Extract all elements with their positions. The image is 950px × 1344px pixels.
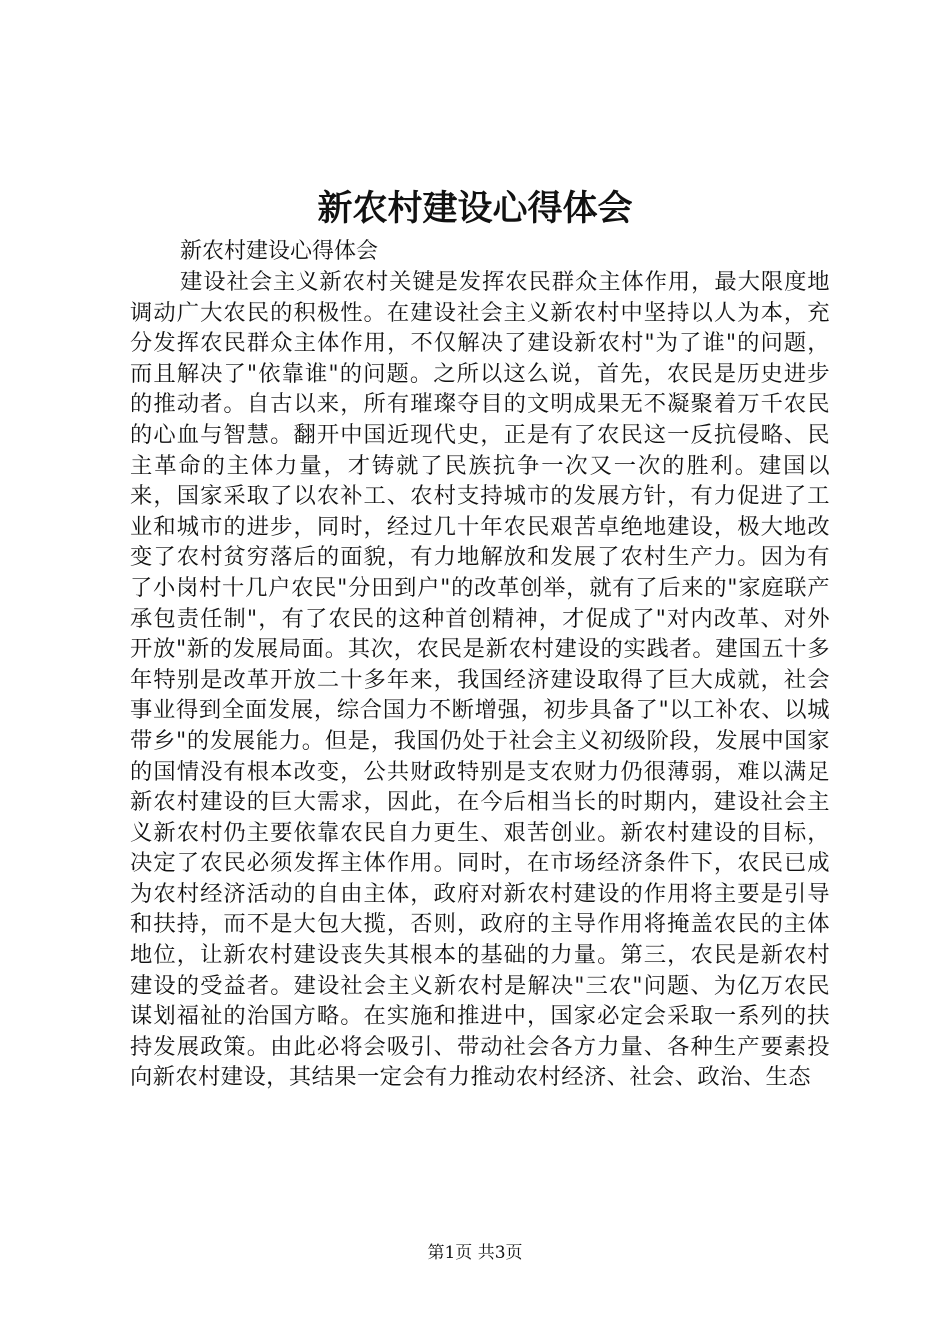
page-number-footer: 第1页 共3页 — [427, 1243, 523, 1263]
document-title: 新农村建设心得体会 — [317, 188, 633, 229]
body-paragraph: 建设社会主义新农村关键是发挥农民群众主体作用，最大限度地调动广大农民的积极性。在建设社会主义新农村中坚持以人为本，充分发挥农民群众主体作用，不仅解决了建设新农村"为了谁"的问题，而且解决了"依靠谁"的问题。之所以这么说，首先，农民是历史进步的推动者。自古以来，所有璀璨夺目的文明成果无不凝聚着万千农民的心血与智慧。翻开中国近现代史，正是有了农民这一反抗侵略、民主革命的主体力量，才铸就了民族抗争一次又一次的胜利。建国以来，国家采取了以农补工、农村支持城市的发展方针，有力促进了工业和城市的进步，同时，经过几十年农民艰苦卓绝地建设，极大地改变了农村贫穷落后的面貌，有力地解放和发展了农村生产力。因为有了小岗村十几户农民"分田到户"的改革创举，就有了后来的"家庭联产承包责任制"，有了农民的这种首创精神，才促成了"对内改革、对外开放"新的发展局面。其次，农民是新农村建设的实践者。建国五十多年特别是改革开放二十多年来，我国经济建设取得了巨大成就，社会事业得到全面发展，综合国力不断增强，初步具备了"以工补农、以城带乡"的发展能力。但是，我国仍处于社会主义初级阶段，发展中国家的国情没有根本改变，公共财政特别是支农财力仍很薄弱，难以满足新农村建设的巨大需求，因此，在今后相当长的时期内，建设社会主义新农村仍主要依靠农民自力更生、艰苦创业。新农村建设的目标，决定了农民必须发挥主体作用。同时，在市场经济条件下，农民已成为农村经济活动的自由主体，政府对新农村建设的作用将主要是引导和扶持，而不是大包大揽，否则，政府的主导作用将掩盖农民的主体地位，让新农村建设丧失其根本的基础的力量。第三，农民是新农村建设的受益者。建设社会主义新农村是解决"三农"问题、为亿万农民谋划福祉的治国方略。在实施和推进中，国家必定会采取一系列的扶持发展政策。由此必将会吸引、带动社会各方力量、各种生产要素投向新农村建设，其结果一定会有力推动农村经济、社会、政治、生态 — [130, 269, 830, 1091]
document-subtitle: 新农村建设心得体会 — [180, 239, 379, 264]
